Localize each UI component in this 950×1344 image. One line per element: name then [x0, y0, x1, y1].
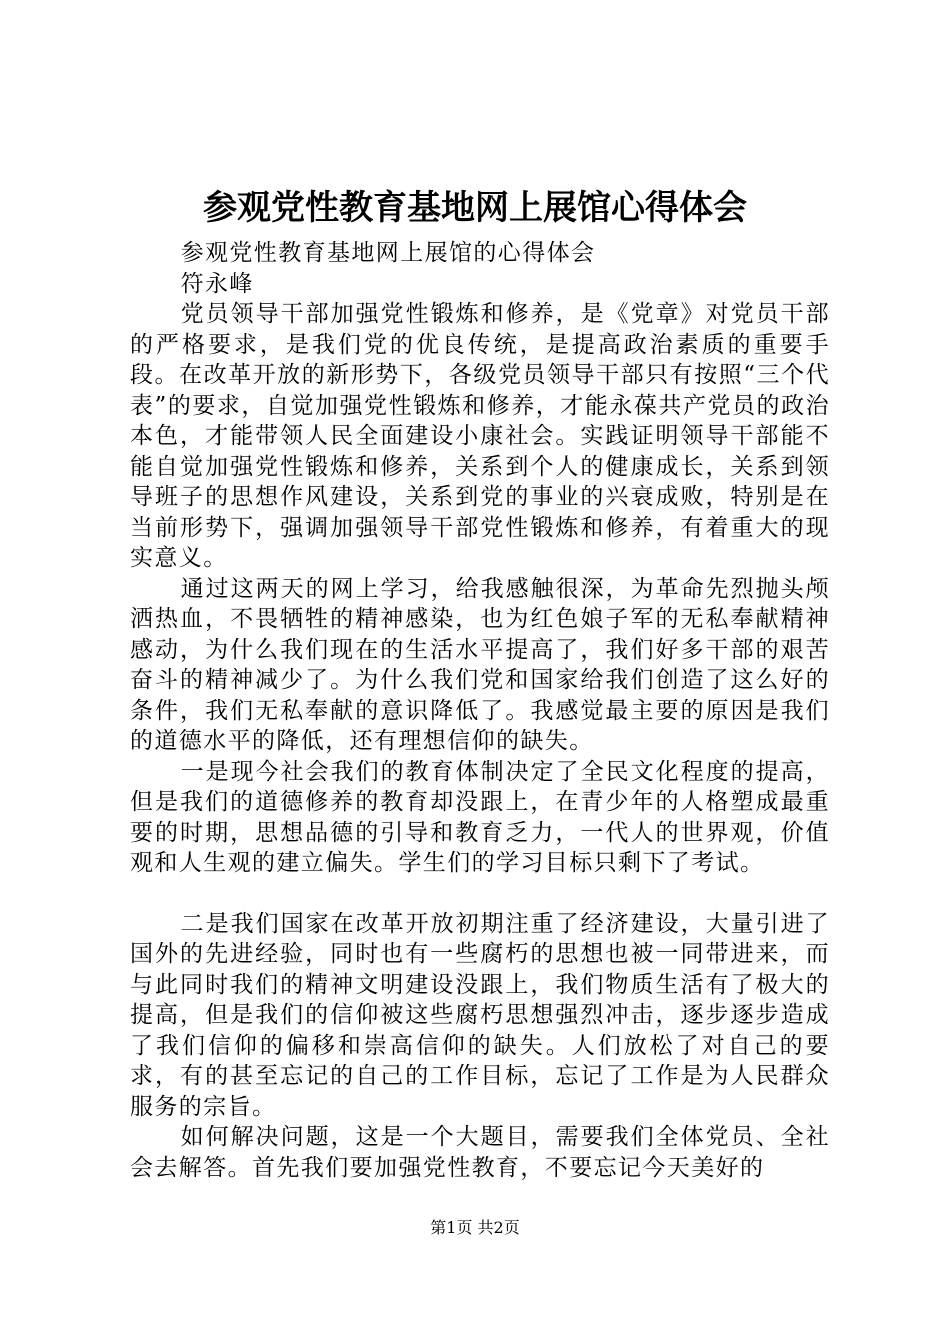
paragraph-1: 党员领导干部加强党性锻炼和修养，是《党章》对党员干部的严格要求，是我们党的优良传统，是提高政治素质的重要手段。在改革开放的新形势下，各级党员领导干部只有按照“三个代表”的要求，自觉加强党性锻炼和修养，才能永葆共产党员的政治本色，才能带领人民全面建设小康社会。实践证明领导干部能不能自觉加强党性锻炼和修养，关系到个人的健康成长，关系到领导班子的思想作风建设，关系到党的事业的兴衰成败，特别是在当前形势下，强调加强领导干部党性锻炼和修养，有着重大的现实意义。 — [130, 301, 830, 571]
paragraph-4: 二是我们国家在改革开放初期注重了经济建设，大量引进了国外的先进经验，同时也有一些腐朽的思想也被一同带进来，而与此同时我们的精神文明建设没跟上，我们物质生活有了极大的提高，但是我们的信仰被这些腐朽思想强烈冲击，逐步逐步造成了我们信仰的偏移和崇高信仰的缺失。人们放松了对自己的要求，有的甚至忘记的自己的工作目标，忘记了工作是为人民群众服务的宗旨。 — [130, 910, 830, 1120]
paragraph-3: 一是现今社会我们的教育体制决定了全民文化程度的提高，但是我们的道德修养的教育却没跟上，在青少年的人格塑成最重要的时期，思想品德的引导和教育乏力，一代人的世界观，价值观和人生观的建立偏失。学生们的学习目标只剩下了考试。 — [130, 758, 830, 876]
page-footer: 第1页 共2页 — [430, 1218, 520, 1237]
paragraph-2: 通过这两天的网上学习，给我感触很深，为革命先烈抛头颅洒热血，不畏牺牲的精神感染，也为红色娘子军的无私奉献精神感动，为什么我们现在的生活水平提高了，我们好多干部的艰苦奋斗的精神减少了。为什么我们党和国家给我们创造了这么好的条件，我们无私奉献的意识降低了。我感觉最主要的原因是我们的道德水平的降低，还有理想信仰的缺失。 — [130, 575, 830, 754]
paragraph-5: 如何解决问题，这是一个大题目，需要我们全体党员、全社会去解答。首先我们要加强党性教育，不要忘记今天美好的 — [130, 1124, 830, 1181]
document-body — [130, 238, 830, 1183]
document-subtitle: 参观党性教育基地网上展馆的心得体会 — [180, 240, 596, 266]
document-author: 符永峰 — [180, 270, 254, 297]
document-title: 参观党性教育基地网上展馆心得体会 — [203, 188, 747, 228]
